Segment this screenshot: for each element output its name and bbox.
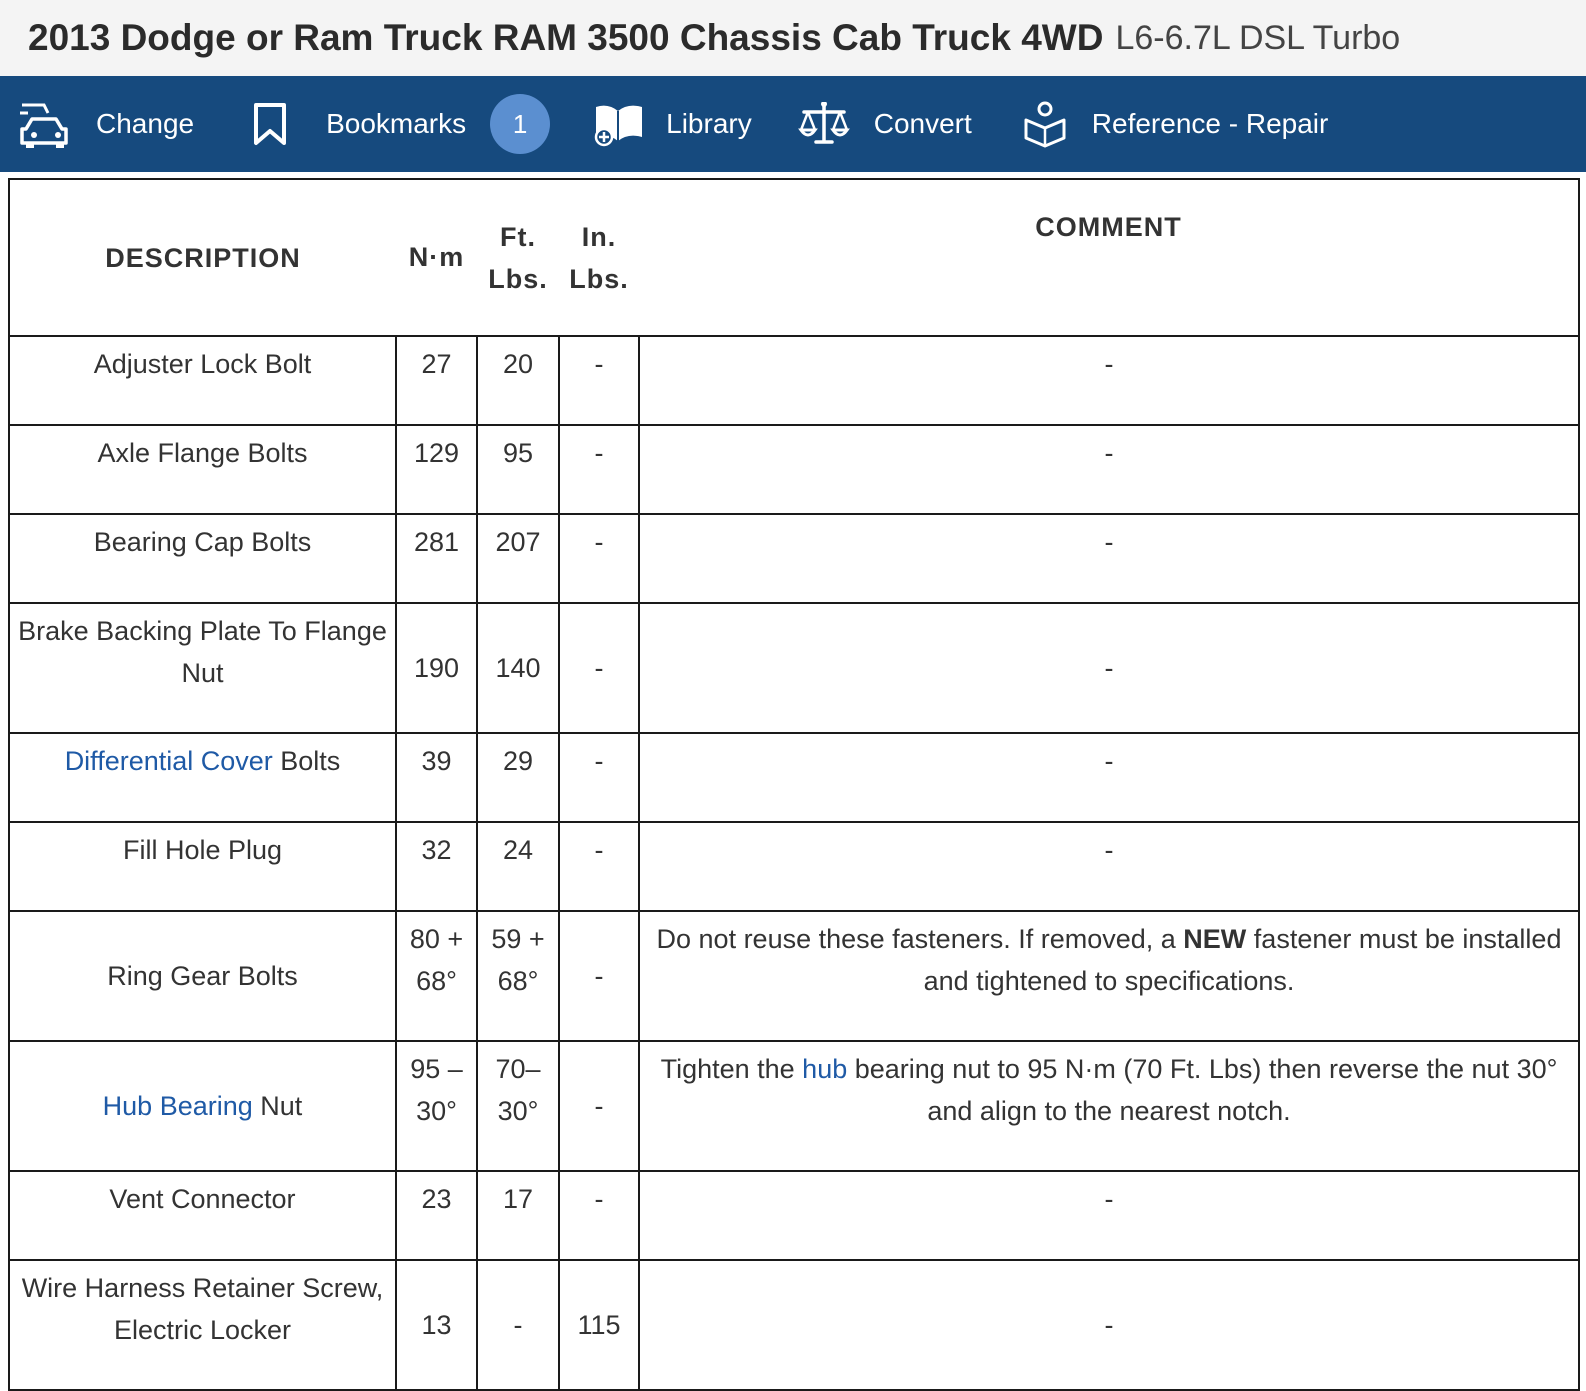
row-nm [396,911,477,1041]
row-comment: - [639,1260,1579,1390]
row-comment: - [639,733,1579,822]
reference-repair-button[interactable] [1022,100,1329,148]
header-in-lbs-label: Lbs. [569,263,629,294]
row-ft-lbs: 29 [477,733,559,822]
row-ft-lbs: 24 [477,822,559,911]
row-in-lbs: 115 [559,1260,639,1390]
row-nm: 32 [396,822,477,911]
row-nm: 190 [396,603,477,733]
bookmarks-button[interactable] [250,94,550,154]
table-row [9,911,1579,1041]
differential-cover-link[interactable]: Differential Cover [64,746,273,776]
row-ft-lbs [477,1041,559,1171]
engine-subtitle: L6-6.7L DSL Turbo [1115,18,1401,57]
header-comment: COMMENT [639,179,1579,336]
row-ft-lbs: 20 [477,336,559,425]
row-description: Wire Harness Retainer Screw, Electric Locker [9,1260,396,1390]
car-icon [18,99,72,149]
row-comment [639,911,1579,1041]
hub-link[interactable]: hub [802,1054,848,1084]
row-comment: - [639,1171,1579,1260]
row-description: Axle Flange Bolts [9,425,396,514]
row-in-lbs: - [559,1041,639,1171]
row-nm-line1: 95 – [410,1054,463,1084]
row-nm: 39 [396,733,477,822]
row-in-lbs: - [559,911,639,1041]
comment-text-b: bearing nut to 95 N·m (70 Ft. Lbs) then reverse the nut 30° and align to the nearest notch. [847,1054,1558,1126]
row-comment: - [639,603,1579,733]
header-ft-lbs-label: Lbs. [488,263,548,294]
row-nm: 129 [396,425,477,514]
row-ft-lbs: - [477,1260,559,1390]
header-nm [396,179,477,336]
bookmark-icon [250,102,290,146]
table-row [9,733,1579,822]
row-ft-lbs: 17 [477,1171,559,1260]
row-description: Fill Hole Plug [9,822,396,911]
table-row [9,336,1579,425]
header-description: DESCRIPTION [9,179,396,336]
toolbar [0,76,1586,172]
vehicle-title: 2013 Dodge or Ram Truck RAM 3500 Chassis Cab Truck 4WD [28,17,1104,58]
bookmarks-count-badge: 1 [490,94,550,154]
row-nm: 281 [396,514,477,603]
table-row [9,1260,1579,1390]
reference-reader-icon [1022,100,1068,148]
table-header-row [9,179,1579,336]
row-in-lbs: - [559,733,639,822]
header-ft-lbs [477,179,559,336]
row-nm [396,1041,477,1171]
row-description-rest: Nut [252,1091,303,1121]
reference-repair-label: Reference - Repair [1091,108,1329,139]
row-ft-line2: 68° [497,966,539,996]
library-label: Library [666,108,752,139]
library-book-icon [592,101,646,147]
row-description [9,733,396,822]
row-in-lbs: - [559,1171,639,1260]
title-bar [0,0,1586,76]
scale-icon [798,102,850,146]
row-ft-lbs: 95 [477,425,559,514]
row-comment [639,1041,1579,1171]
convert-label: Convert [873,108,972,139]
row-in-lbs: - [559,822,639,911]
header-ft-label: Ft. [500,221,536,252]
header-in-lbs [559,179,639,336]
row-description: Ring Gear Bolts [9,911,396,1041]
row-ft-lbs: 140 [477,603,559,733]
row-ft-lbs [477,911,559,1041]
row-description: Brake Backing Plate To Flange Nut [9,603,396,733]
table-row [9,822,1579,911]
comment-text-b: fastener must be installed and tightened to specifications. [923,924,1562,996]
row-comment: - [639,514,1579,603]
row-comment: - [639,336,1579,425]
row-nm: 13 [396,1260,477,1390]
row-ft-line1: 59 + [491,924,545,954]
table-row [9,1041,1579,1171]
row-description [9,1041,396,1171]
row-nm-line2: 30° [416,1096,457,1126]
comment-text-a: Tighten the [660,1054,803,1084]
row-description: Vent Connector [9,1171,396,1260]
row-in-lbs: - [559,336,639,425]
hub-bearing-link[interactable]: Hub Bearing [102,1091,253,1121]
comment-text-a: Do not reuse these fasteners. If removed, a [656,924,1184,954]
table-row [9,514,1579,603]
torque-spec-table [8,178,1580,1391]
row-nm-line2: 68° [416,966,457,996]
row-description-rest: Bolts [272,746,341,776]
bookmarks-label: Bookmarks [326,108,467,139]
header-in-label: In. [581,221,617,252]
change-label: Change [96,108,195,139]
row-nm-line1: 80 + [409,924,464,954]
convert-button[interactable] [798,102,972,146]
row-ft-line1: 70– [495,1054,541,1084]
row-in-lbs: - [559,514,639,603]
row-nm: 27 [396,336,477,425]
row-nm: 23 [396,1171,477,1260]
table-row [9,1171,1579,1260]
row-description: Bearing Cap Bolts [9,514,396,603]
row-ft-lbs: 207 [477,514,559,603]
comment-text-bold: NEW [1183,924,1247,954]
row-in-lbs: - [559,425,639,514]
library-button[interactable] [592,101,752,147]
row-comment: - [639,822,1579,911]
torque-spec-table-wrap [8,178,1578,1391]
change-button[interactable] [18,99,194,149]
row-description: Adjuster Lock Bolt [9,336,396,425]
row-comment: - [639,425,1579,514]
row-in-lbs: - [559,603,639,733]
table-row [9,603,1579,733]
header-nm-label: N·m [408,242,465,272]
row-ft-line2: 30° [497,1096,539,1126]
table-row [9,425,1579,514]
